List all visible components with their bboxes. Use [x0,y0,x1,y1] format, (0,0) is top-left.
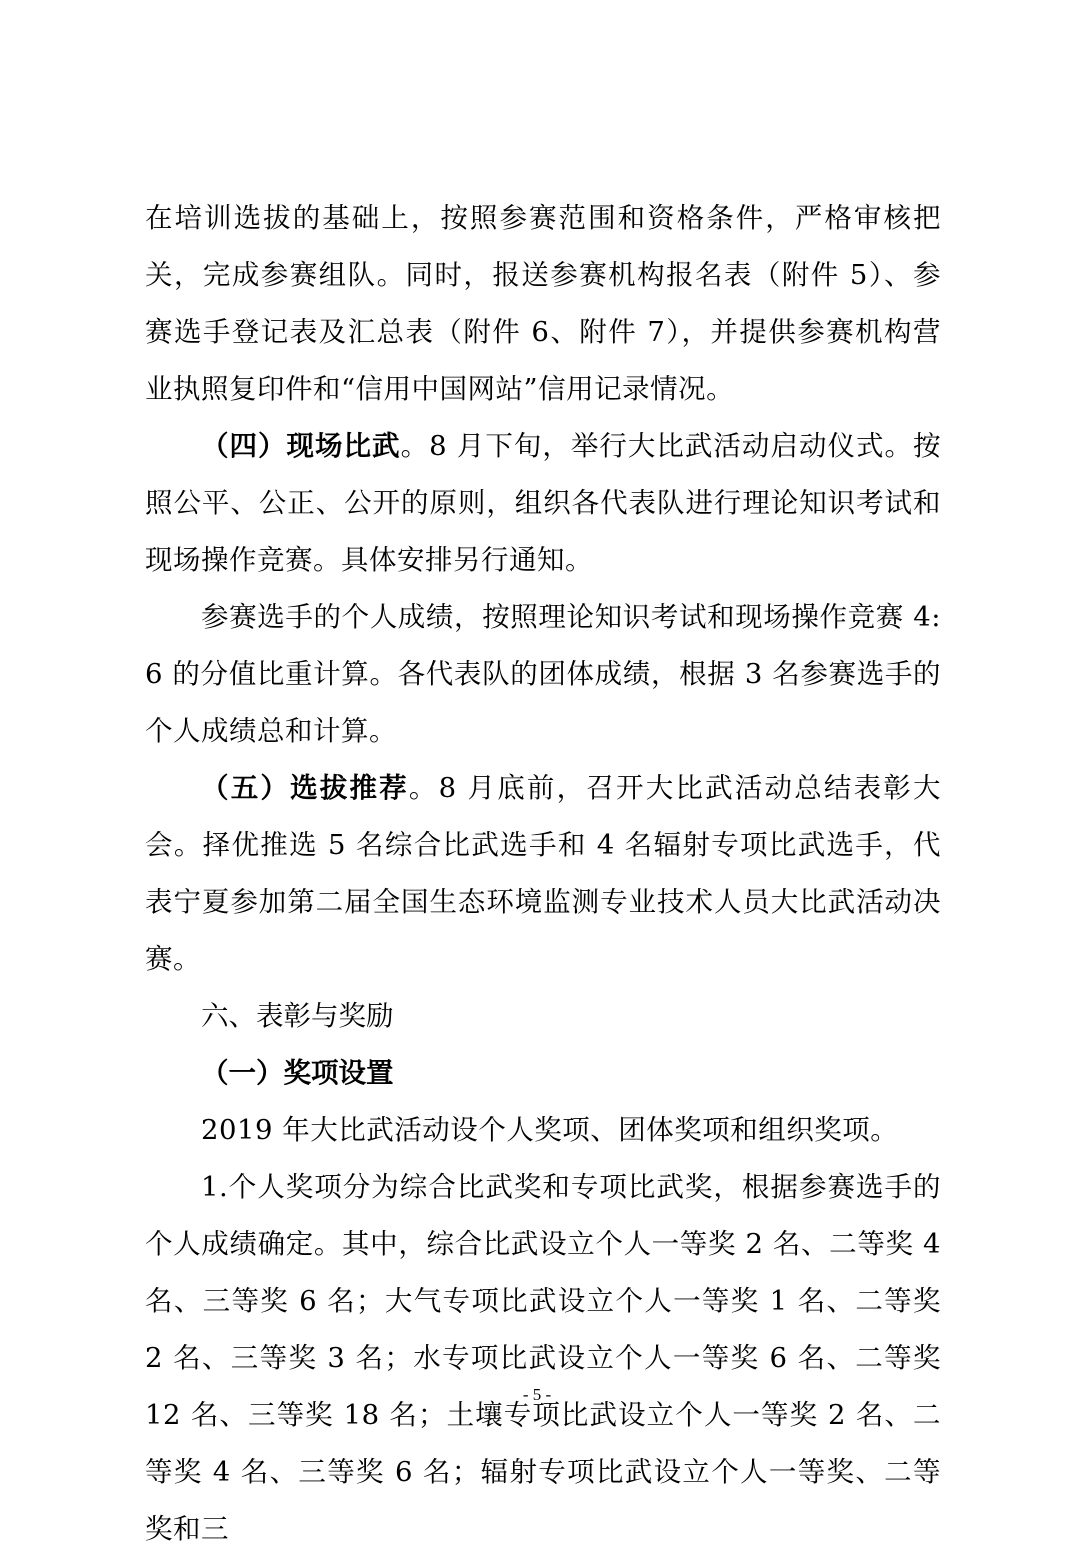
paragraph-2 [145,418,941,589]
paragraph-4-lead: （五）选拔推荐 [201,772,409,804]
paragraph-2-lead: （四）现场比武 [201,430,401,462]
paragraph-6: 1.个人奖项分为综合比武奖和专项比武奖，根据参赛选手的个人成绩确定。其中，综合比武设立个人一等奖 2 名、二等奖 4 名、三等奖 6 名；大气专项比武设立个人一等奖 1 名、二等奖 2 名、三等奖 3 名；水专项比武设立个人一等奖 6 名、二等奖 12 名、三等奖 18 名；土壤专项比武设立个人一等奖 2 名、二等奖 4 名、三等奖 6 名；辐射专项比武设立个人一等奖、二等奖和三 [145,1171,941,1545]
paragraph-5: 2019 年大比武活动设个人奖项、团体奖项和组织奖项。 [201,1114,899,1146]
body-text [145,190,941,1558]
subsection-heading: （一）奖项设置 [201,1057,394,1089]
paragraph-3: 参赛选手的个人成绩，按照理论知识考试和现场操作竞赛 4:6 的分值比重计算。各代表队的团体成绩，根据 3 名参赛选手的个人成绩总和计算。 [145,601,941,747]
paragraph-4-text: 。8 月底前，召开大比武活动总结表彰大会。择优推选 5 名综合比武选手和 4 名辐射专项比武选手，代表宁夏参加第二届全国生态环境监测专业技术人员大比武活动决赛。 [145,772,941,975]
page-number: - 5 - [522,1385,552,1404]
paragraph-1: 在培训选拔的基础上，按照参赛范围和资格条件，严格审核把关，完成参赛组队。同时，报送参赛机构报名表（附件 5）、参赛选手登记表及汇总表（附件 6、附件 7），并提供参赛机构营业执照复印件和“信用中国网站”信用记录情况。 [145,202,941,405]
paragraph-4 [145,760,941,988]
section-heading: 六、表彰与奖励 [201,1000,394,1032]
paragraph-2-text: 。8 月下旬，举行大比武活动启动仪式。按照公平、公正、公开的原则，组织各代表队进行理论知识考试和现场操作竞赛。具体安排另行通知。 [145,430,941,576]
